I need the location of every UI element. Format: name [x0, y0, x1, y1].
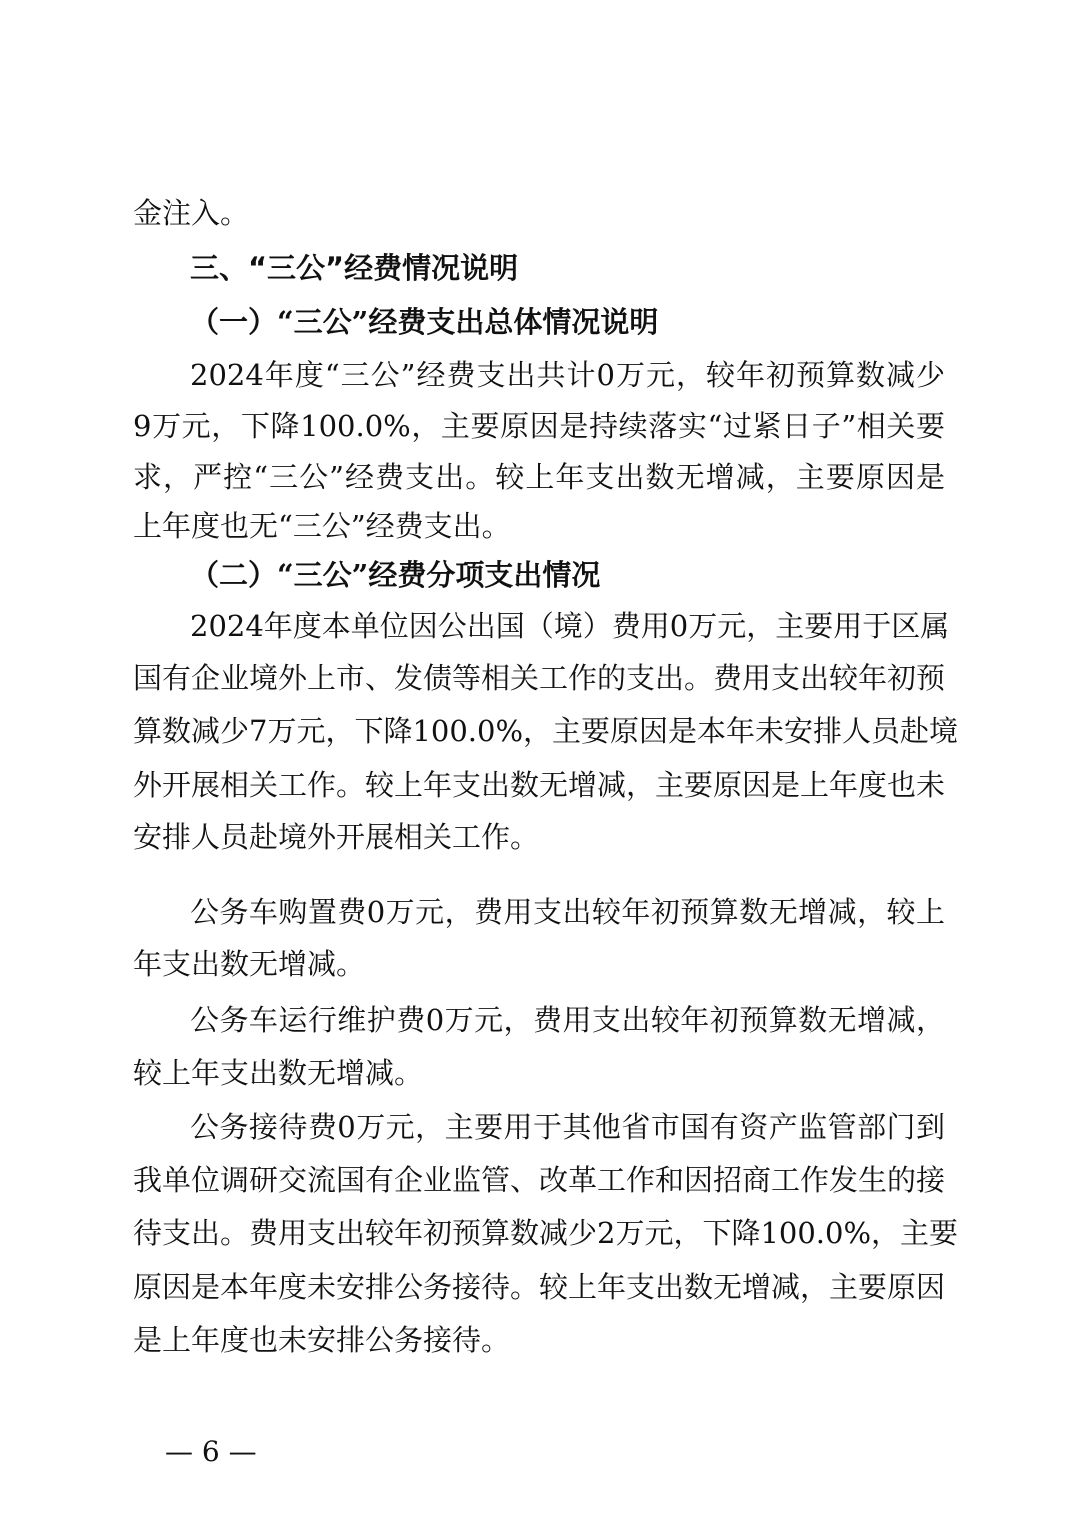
paragraph-line: 原因是本年度未安排公务接待。较上年支出数无增减，主要原因	[133, 1270, 946, 1304]
subsection-heading: （二）“三公”经费分项支出情况	[190, 558, 601, 592]
paragraph-line: 年支出数无增减。	[133, 947, 366, 981]
paragraph-line: 安排人员赴境外开展相关工作。	[133, 820, 540, 854]
paragraph-line: 2024年度“三公”经费支出共计0万元，较年初预算数减少	[190, 358, 945, 392]
paragraph-line: 待支出。费用支出较年初预算数减少2万元，下降100.0%，主要	[133, 1216, 959, 1250]
paragraph-line: 金注入。	[133, 196, 250, 230]
paragraph-line: 是上年度也未安排公务接待。	[133, 1323, 511, 1357]
paragraph-line: 较上年支出数无增减。	[133, 1056, 424, 1090]
paragraph-line: 2024年度本单位因公出国（境）费用0万元，主要用于区属	[190, 609, 950, 643]
paragraph-line: 国有企业境外上市、发债等相关工作的支出。费用支出较年初预	[133, 661, 946, 695]
paragraph-line: 算数减少7万元，下降100.0%，主要原因是本年未安排人员赴境	[133, 714, 959, 748]
paragraph-line: 我单位调研交流国有企业监管、改革工作和因招商工作发生的接	[133, 1163, 946, 1197]
paragraph-line: 9万元，下降100.0%，主要原因是持续落实“过紧日子”相关要	[133, 409, 945, 443]
paragraph-line: 公务接待费0万元，主要用于其他省市国有资产监管部门到	[190, 1110, 945, 1144]
page-number: — 6 —	[165, 1435, 257, 1468]
paragraph-line: 上年度也无“三公”经费支出。	[133, 509, 511, 543]
paragraph-line: 公务车运行维护费0万元，费用支出较年初预算数无增减，	[190, 1003, 945, 1037]
paragraph-line: 外开展相关工作。较上年支出数无增减，主要原因是上年度也未	[133, 768, 946, 802]
paragraph-line: 公务车购置费0万元，费用支出较年初预算数无增减，较上	[190, 895, 945, 929]
subsection-heading: （一）“三公”经费支出总体情况说明	[190, 305, 659, 339]
section-heading: 三、“三公”经费情况说明	[190, 251, 519, 285]
paragraph-line: 求，严控“三公”经费支出。较上年支出数无增减，主要原因是	[133, 460, 945, 494]
